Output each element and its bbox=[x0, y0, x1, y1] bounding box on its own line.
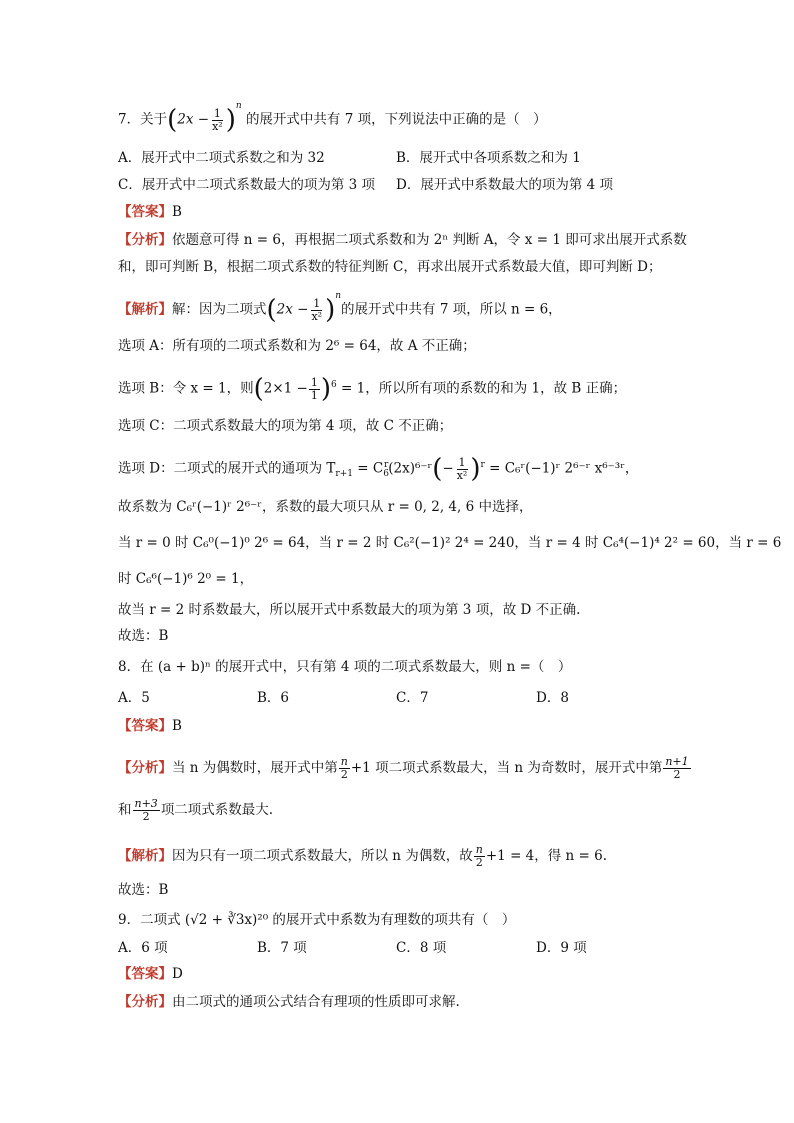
q9-option-c: C．8 项 bbox=[396, 940, 447, 956]
q7-analysis-line2: 和，即可判断 B，根据二项式系数的特征判断 C，再求出展开式系数最大值，即可判断 D； bbox=[118, 259, 662, 275]
q7-option-b: B．展开式中各项系数之和为 1 bbox=[396, 150, 581, 166]
q7-solution-a: 选项 A：所有项的二项式系数和为 2⁶ = 64，故 A 不正确； bbox=[118, 338, 476, 354]
q7-conclusion: 故当 r = 2 时系数最大，所以展开式中系数最大的项为第 3 项，故 D 不正确. bbox=[118, 602, 581, 618]
q7-cases-line1: 当 r = 0 时 C₆⁰(−1)⁰ 2⁶ = 64，当 r = 2 时 C₆²(−1)² 2⁴ = 240，当 r = 4 时 C₆⁴(−1)⁴ 2² = 60，当 r = 6 bbox=[118, 535, 782, 551]
q8-stem: 8．在 (a + b)ⁿ 的展开式中，只有第 4 项的二项式系数最大，则 n =（ ） bbox=[118, 659, 572, 675]
q7-solution-d: 选项 D：二项式的展开式的通项为 $T_{r+1}$ = $C_6^r(2x)^{6-}ʳ(-$ $\frac{1}{\text{x²}}$ )$^r$ = C₆ʳ(−1)ʳ 2⁶⁻ʳ x⁶⁻³ʳ， bbox=[118, 454, 639, 484]
q7-answer: 【答案】B bbox=[118, 204, 182, 220]
q7-analysis-line1: 【分析】依题意可得 n = 6，再根据二项式系数和为 2ⁿ 判断 A，令 x = 1 即可求出展开式系数 bbox=[118, 232, 687, 248]
q8-option-a: A．5 bbox=[118, 690, 150, 706]
q7-option-c: C．展开式中二项式系数最大的项为第 3 项 bbox=[118, 177, 376, 193]
q8-option-d: D．8 bbox=[536, 690, 569, 706]
q8-option-b: B．6 bbox=[257, 690, 290, 706]
q8-analysis-line1: 【分析】当 n 为偶数时，展开式中第 $\frac{n}{2}$ +1 项二项式系数最大，当 n 为奇数时，展开式中第 $\frac{n+1}{2}$ bbox=[118, 755, 689, 781]
q7-option-a: A．展开式中二项式系数之和为 32 bbox=[118, 150, 325, 166]
q7-option-d: D．展开式中系数最大的项为第 4 项 bbox=[396, 177, 613, 193]
q7-solution-b: 选项 B：令 x = 1，则(2×1 − $\frac{1}{1}$ )$^6$ = 1，所以所有项的系数的和为 1，故 B 正确； bbox=[118, 374, 627, 404]
q7-cases-line2: 时 C₆⁶(−1)⁶ 2⁰ = 1， bbox=[118, 571, 254, 587]
q8-answer: 【答案】B bbox=[118, 718, 182, 734]
q8-option-c: C．7 bbox=[396, 690, 429, 706]
q8-analysis-line2: 和 $\frac{n+3}{2}$ 项二项式系数最大. bbox=[118, 797, 274, 823]
q9-analysis: 【分析】由二项式的通项公式结合有理项的性质即可求解. bbox=[118, 994, 460, 1010]
q7-solution-c: 选项 C：二项式系数最大的项为第 4 项，故 C 不正确； bbox=[118, 418, 453, 434]
q7-coefficient-line: 故系数为 C₆ʳ(−1)ʳ 2⁶⁻ʳ，系数的最大项只从 r = 0, 2, 4, 6 中选择， bbox=[118, 499, 533, 515]
q9-stem: 9．二项式 (√2 + ∛3x)²⁰ 的展开式中系数为有理数的项共有（ ） bbox=[118, 912, 516, 928]
q7-choose: 故选：B bbox=[118, 628, 169, 644]
fraction: $\frac{1}{\text{x²}}$ bbox=[212, 106, 223, 133]
q9-answer: 【答案】D bbox=[118, 966, 183, 982]
q8-choose: 故选：B bbox=[118, 882, 169, 898]
q8-solution: 【解析】因为只有一项二项式系数最大，所以 n 为偶数，故 $\frac{n}{2}$ +1 = 4，得 n = 6. bbox=[118, 843, 608, 869]
q9-option-a: A．6 项 bbox=[118, 940, 168, 956]
q7-stem: 7．关于(2x − $\frac{1}{\text{x²}}$ )$^n$ 的展开式中共有 7 项，下列说法中正确的是（ ） bbox=[118, 101, 547, 135]
q9-option-b: B．7 项 bbox=[257, 940, 307, 956]
q9-option-d: D．9 项 bbox=[536, 940, 587, 956]
q7-solution-head: 【解析】解：因为二项式(2x − $\frac{1}{\text{x²}}$ )$^n$的展开式中共有 7 项，所以 n = 6， bbox=[118, 291, 562, 325]
